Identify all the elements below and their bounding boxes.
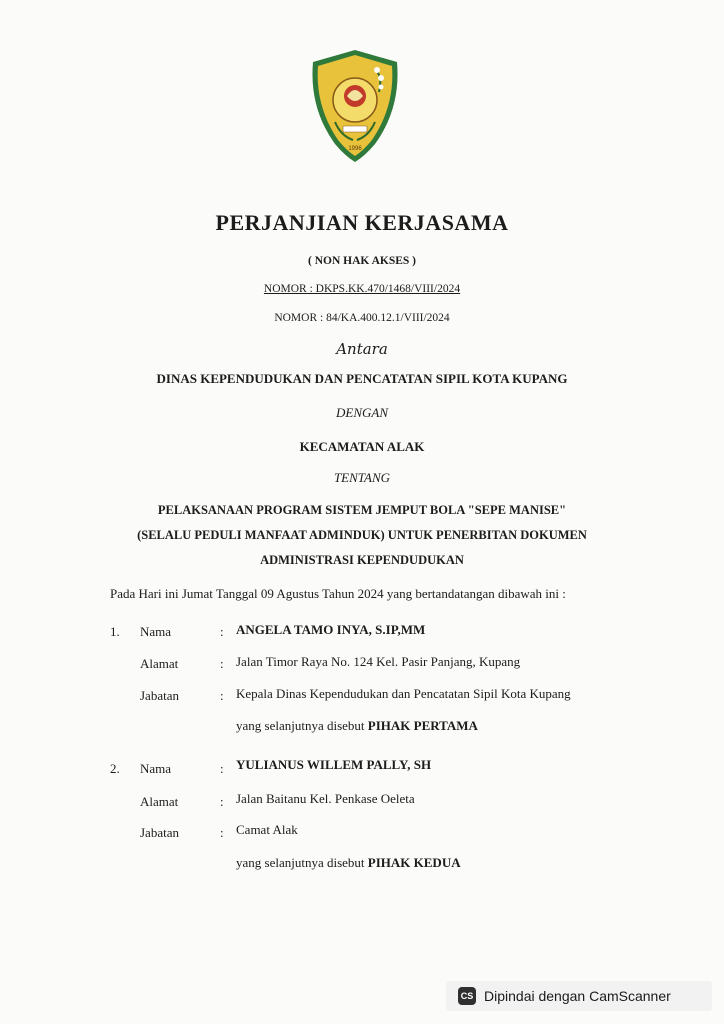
party-first-name: DINAS KEPENDUDUKAN DAN PENCATATAN SIPIL KOTA KUPANG [156, 371, 568, 386]
alamat-label: Alamat [140, 794, 179, 809]
pihak-label: PIHAK PERTAMA [367, 718, 478, 733]
jabatan-value: Camat Alak [236, 822, 298, 837]
selanjutnya-text: yang selanjutnya disebut PIHAK KEDUA [236, 855, 461, 870]
camscanner-icon: CS [458, 987, 476, 1005]
antara-label: Antara [336, 340, 388, 358]
nama-label: Nama [140, 761, 172, 776]
colon: : [220, 825, 224, 840]
colon: : [220, 688, 224, 703]
tentang-label: TENTANG [333, 470, 391, 485]
nomor-first: NOMOR : DKPS.KK.470/1468/VIII/2024 [263, 283, 461, 295]
nama-label: Nama [140, 624, 172, 639]
jabatan-label: Jabatan [140, 825, 179, 840]
pihak-label: PIHAK KEDUA [367, 855, 461, 870]
camscanner-label: Dipindai dengan CamScanner [484, 988, 671, 1004]
selanjutnya-text: yang selanjutnya disebut PIHAK PERTAMA [236, 718, 478, 733]
subject-line-3: ADMINISTRASI KEPENDUDUKAN [260, 553, 464, 567]
colon: : [220, 656, 224, 671]
svg-text:1996: 1996 [348, 146, 362, 152]
alamat-value: Jalan Timor Raya No. 124 Kel. Pasir Panjang, Kupang [236, 654, 521, 669]
alamat-value: Jalan Baitanu Kel. Penkase Oeleta [236, 791, 415, 806]
intro-paragraph: Pada Hari ini Jumat Tanggal 09 Agustus Tahun 2024 yang bertandatangan dibawah ini : [110, 586, 566, 601]
nama-value: YULIANUS WILLEM PALLY, SH [236, 757, 432, 772]
document-title: PERJANJIAN KERJASAMA [215, 210, 509, 235]
colon: : [220, 761, 224, 776]
document-subtitle: ( NON HAK AKSES ) [308, 255, 416, 267]
nomor-second: NOMOR : 84/KA.400.12.1/VIII/2024 [274, 312, 450, 324]
colon: : [220, 794, 224, 809]
party-second-name: KECAMATAN ALAK [299, 439, 425, 454]
signatory-number: 1. [110, 624, 120, 639]
jabatan-value: Kepala Dinas Kependudukan dan Pencatatan Sipil Kota Kupang [236, 686, 571, 701]
signatory-number: 2. [110, 761, 120, 776]
colon: : [220, 624, 224, 639]
kota-kupang-emblem [305, 48, 405, 164]
nama-value: ANGELA TAMO INYA, S.IP,MM [236, 622, 426, 637]
dengan-label: DENGAN [336, 405, 388, 420]
subject-line-2: (SELALU PEDULI MANFAAT ADMINDUK) UNTUK PENERBITAN DOKUMEN [137, 528, 587, 542]
jabatan-label: Jabatan [140, 688, 179, 703]
camscanner-watermark [446, 981, 712, 1011]
subject-line-1: PELAKSANAAN PROGRAM SISTEM JEMPUT BOLA "SEPE MANISE" [157, 503, 567, 517]
alamat-label: Alamat [140, 656, 179, 671]
